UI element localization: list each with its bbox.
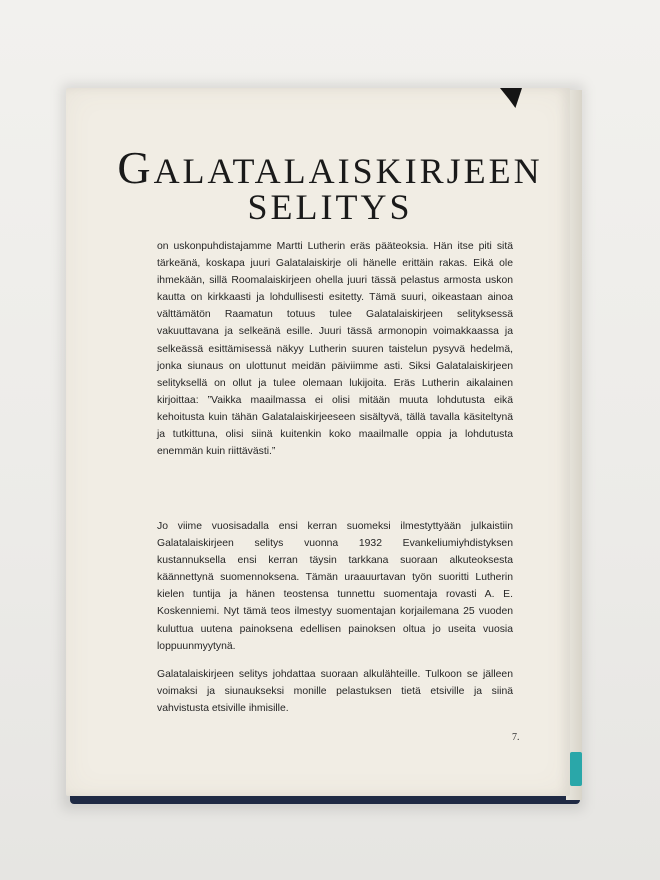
title-rest: ALATALAISKIRJEEN: [153, 151, 543, 191]
title-initial: G: [117, 142, 154, 193]
page-number: 7.: [512, 732, 520, 743]
blurb-paragraph-1: on uskonpuhdistajamme Martti Lutherin eräs pääteoksia. Hän itse piti sitä tärkeänä, koskapa juuri Galatalaiskirje oli hänelle erittäin rakas. Eikä ole ihmekään, sillä Roomalaiskirjeen ohella juuri tässä pelastus armosta uskon kautta on kirkkaasti ja lohdullisesti esitetty. Tämä suuri, oikeastaan ainoa välttämätön Raamatun totuus tulee Galatalaiskirjeen selityksessä vakuuttavana ja selkeänä esille. Juuri tässä armonopin voimakkaassa ja selkeässä esittämisessä näkyy Lutherin suuren taistelun pysyvä hedelmä, jonka siunaus on ulottunut meidän päiviimme asti. Siksi Galatalaiskirjeen selityksellä on ollut ja tulee olemaan lukijoita. Eräs Lutherin aikalainen kirjoittaa: ”Vaikka maailmassa ei olisi mitään muuta lohdutusta eikä kehoitusta kuin tähän Galatalaiskirjeeseen sisältyvä, tällä tavalla käsiteltynä ja tutkittuna, olisi siinä kuitenkin koko maailmalle oppia ja lohdutusta enemmän kuin riittävästi.”: [157, 241, 513, 458]
blurb-paragraph-3: Galatalaiskirjeen selitys johdattaa suoraan alkulähteille. Tulkoon se jälleen voimaksi ja siunaukseksi monille pelastuksen tietä etsiville ja siinä vahvistusta etsiville ihmisille.: [157, 669, 513, 715]
teal-spine-mark: [570, 752, 582, 786]
book-title-line-2: SELITYS: [247, 187, 413, 227]
blurb-paragraph-2: Jo viime vuosisadalla ensi kerran suomeksi ilmestyttyään julkaistiin Galatalaiskirjeen selitys vuonna 1932 Evankeliumiyhdistyksen kustannuksella ensi kerran täysin tarkkana suoraan alkuteoksesta käännettynä suomennoksena. Tämän uraauurtavan työn suoritti Lutherin kielen tuntija ja hänen teostensa tunnettu suomentaja rovasti A. E. Koskenniemi. Nyt tämä teos ilmestyy suomentajan korjailemana 25 vuoden kuluttua uutena painoksena edellisen painoksen oltua jo useita vuosia loppuunmyytynä.: [157, 521, 513, 652]
